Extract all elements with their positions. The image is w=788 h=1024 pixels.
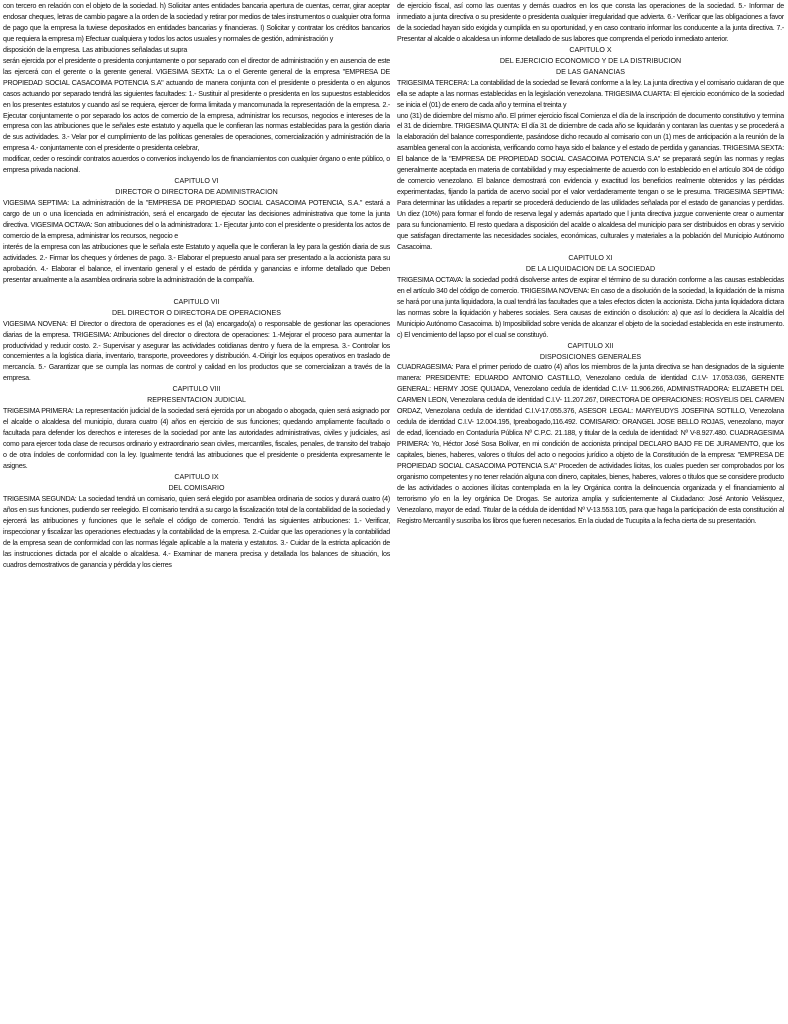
paragraph: TRIGESIMA TERCERA: La contabilidad de la sociedad se llevará conforme a la ley. La junta directiva y el comisario cuidaran de que ella se adapte a las normas establecidas en la legislación venezolana. TRIGESIMA CUARTA: El ejercicio económico de la sociedad se inicia el (01) de enero de cada año y termina el treinta y — [397, 78, 784, 109]
paragraph: de ejercicio fiscal, así como las cuentas y demás cuadros en los que consta las operaciones de la sociedad. 5.- Informar de inmediato a junta directiva o su presidente o presidenta cualquier irregularidad que advierta. 6.- Verificar que las obligaciones a favor de la sociedad hayan sido exigida y cumplida en su oportunidad, y en caso contrario informar los conducente a la junta directiva. 7.- Presentar al alcalde o alcaldesa un informe detallado de sus labores que comprenda el periodo inmediato anterior. — [397, 2, 784, 43]
paragraph: uno (31) de diciembre del mismo año. El primer ejercicio fiscal Comienza el día de la inscripción de documento constitutivo y termina el 31 de diciembre. TRIGESIMA QUINTA: El día 31 de diciembre de cada año se liquidarán y contaran las cuentas y se procederá a la elaboración del balance correspondiente, pasándose dicho recaudo al comisario con un (1) mes de anticipación a la reunión de la asamblea general con la accionista, verificando como haya sido el balance y el estado de perdida y ganancias. TRIGESIMA SEXTA: El balance de la "EMPRESA DE PROPIEDAD SOCIAL CASACOIMA POTENCIA S.A" se preparará según las normas y reglas generalmente aceptada en materia de contabilidad y muy especialmente de acuerdo con lo establecido en el artículo 304 de código de comercio venezolano. El balance demostrará con evidencia y exactitud los beneficios realmente obtenidos y las pérdidas experimentadas, fijando la partida de acervo social por el valor verdaderamente tengan o se le presuma. TRIGESIMA SEPTIMA: Para determinar las utilidades a repartir se procederá deduciendo de las utilidades señalada por el estado de ganancias y perdidas. Un diez (10%) para formar el fondo de reserva legal y además apartado que l junta directiva juzgue conveniente crear o aumentar para su funcionamiento. El resto quedara a disposición del acalde o alcaldesa del municipio para ser distribuidos en obras y servicio que satisfagan directamente las necesidades sociales, económicas, culturales y materiales a la población del Municipio Autónomo Casacoima. — [397, 111, 784, 251]
section-heading: DE LA LIQUIDACION DE LA SOCIEDAD — [525, 264, 656, 273]
section-heading: DEL EJERCICIO ECONOMICO Y DE LA DISTRIBUCION — [499, 56, 682, 65]
paragraph: CUADRAGESIMA: Para el primer periodo de cuatro (4) años los miembros de la junta directiva se han designados de la siguiente manera: PRESIDENTE: EDUARDO ANTONIO CASTILLO, Venezolano cedula de identidad C.I.V- 17.053.036, GERENTE GENERAL: HERMY JOSE QUIJADA, Venezolano cedula de identidad C.I.V- 11.906.266, ADMINISTRADORA: ELIZABETH DEL CARMEN LEON, Venezolana cedula de identidad C.I.V- 11.207.267, DIRECTORA DE OPERACIONES: ROSYELIS DEL CARMEN ORDAZ, Venezolana cedula de identidad C.I.V-17.055.376, ASESOR LEGAL: MARYEUDYS JOSEFINA SOTILLO, Venezolana cedula de identidad C.I.V- 12.004.195, Ipreabogado,116.492. COMISARIO: ORANGEL JOSE BELLO ROJAS, venezolano, mayor de edad, licenciado en Contaduría Pública Nº C.P.C. 21.188, y titular de la cedula de identidad: Nº V-8.927.480. CUADRAGESIMA PRIMERA: Yo, Héctor José Sosa Bolívar, en mi condición de accionista principal DECLARO BAJO FE DE JURAMENTO, que los capitales, bienes, haberes, valores o títulos del acto o negocios jurídico a objeto de la Constitución de la empresa: "EMPRESA DE PROPIEDAD SOCIAL CASACOIMA POTENCIA S.A" Proceden de actividades licitas, los cuales pueden ser comprobados por los organismo competentes y no tener relación alguna con dinero, capitales, bienes, haberes, valores o títulos que se considere producto de las actividades o acciones ilícitas contemplada en la ley Orgánica contra la delincuencia organizada y el financiamiento al terrorismo y/o en la ley orgánica De Drogas. Se autoriza amplia y suficientemente al Ciudadano: José Antonio Velásquez, Venezolano, mayor de edad. Titular de la cédula de identidad Nº V-13.553.105, para que haga la participación de esta constitución al Registro Mercantil y suscriba los libros que fueren necesarios. En la ciudad de Tucupita a la fecha cierta de su presentación. — [397, 363, 784, 525]
paragraph: TRIGESIMA SEGUNDA: La sociedad tendrá un comisario, quien será elegido por asamblea ordinaria de socios y durará cuatro (4) años en sus funciones, pudiendo ser reelegido. El comisario tendrá a su cargo la fiscalización total de la contabilidad de la sociedad y ejercerá las atribuciones y funciones que le señale el código de comercio. Tendrá las siguientes atribuciones: 1.- Verificar, inspeccionar y fiscalizar las operaciones efectuadas y la contabilidad de la empresa. 2.-Cuidar que las operaciones y la contabilidad de la empresa sean de conformidad con las normas légale aplicable a la materia y estatutos. 3.- Cuidar de la estricta aplicación de las instrucciones dictada por el alcalde o alcaldesa. 4.- Examinar de manera precisa y detallada los balances de situación, los cuadros demostrativos de ganancia y pérdida y los cierres — [3, 494, 390, 569]
section-heading: CAPITULO VIII — [172, 385, 221, 394]
section-heading: CAPITULO XI — [568, 253, 613, 262]
section-heading: DISPOSICIONES GENERALES — [539, 352, 642, 361]
paragraph: con tercero en relación con el objeto de la sociedad. h) Solicitar antes entidades bancaria apertura de cuentas, cerrar, girar aceptar endosar cheques, letras de cambio pagare a la orden de la sociedad y retirar por medios de tales instrumentos o cualquier otra forma de pago que la empresa la tuviese depositados en entidades bancarias y financieras. I) Solicitar y contratar los créditos bancarios que requiera la empresa m) Efectuar cualquiera y todos los actos usuales y normales de gestión, administración y — [3, 2, 390, 43]
section-heading: DIRECTOR O DIRECTORA DE ADMINISTRACION — [115, 188, 278, 197]
section-heading: CAPITULO XII — [567, 341, 614, 350]
spacer — [3, 286, 390, 297]
paragraph: TRIGESIMA PRIMERA: La representación judicial de la sociedad será ejercida por un abogado o abogada, quien será asignado por el alcalde o alcaldesa del municipio, durara cuatro (4) años en ejercicio de sus funciones; quedando ampliamente facultado o facultada para defender los derechos e intereses de la sociedad por ante las autoridades administrativas, civiles y judiciales, así como para ejercer toda clase de recursos ordinario y extraordinario sean civiles, mercantiles, fiscales, penales, de transito del trabajo o de otra índoles de conformidad con la ley. Igualmente tendrá las atribuciones que el presidente o presidenta expresamente le asignes. — [3, 407, 390, 471]
paragraph: VIGESIMA NOVENA: El Director o directora de operaciones es el (la) encargado(a) o responsable de gestionar las operaciones diarias de la empresa. TRIGESIMA: Atribuciones del director o directora de operaciones: 1.-Mejorar el proceso para aumentar la productividad y reducir costo. 2.- Supervisar y asegurar las actividades cotidianas dentro y fuera de la empresa. 3.- Controlar los concernientes a la logística diaria, inventario, transporte, proveedores y distribución. 4.-Dirigir los equipos operativos en traslado de mercancía. 5.- Garantizar que se cumpla las normas de control y calidad en los productos que se comercializan a través de la empresa. — [3, 319, 390, 383]
section-heading: CAPITULO VI — [174, 177, 219, 186]
section-heading: CAPITULO VII — [173, 297, 220, 306]
paragraph: disposición de la empresa. Las atribuciones señaladas ut supra — [3, 45, 188, 54]
section-heading: DE LAS GANANCIAS — [556, 67, 625, 76]
paragraph: modificar, ceder o rescindir contratos acuerdos o convenios incluyendo los de financiamientos con cualquier órgano o ente público, o empresa privada nacional. — [3, 155, 390, 175]
section-heading: DEL DIRECTOR O DIRECTORA DE OPERACIONES — [112, 308, 281, 317]
right-column — [397, 1, 784, 1024]
left-column — [3, 1, 390, 1024]
section-heading: DEL COMISARIO — [168, 483, 225, 492]
paragraph: interés de la empresa con las atribuciones que le señala este Estatuto y aquella que le confieran la ley para la gestión diaria de sus actividades. 2.- Firmar los cheques y órdenes de pago. 3.- Elaborar el prepuesto anual para ser presentado a la accionista para su aprobación. 4.- Elaborar el balance, el inventario general y el estado de pérdida y ganancias e informe detallado que Deben presentar anualmente a la asamblea ordinaria sobre la administración de la compañía. — [3, 242, 390, 284]
paragraph: TRIGESIMA OCTAVA: la sociedad podrá disolverse antes de expirar el término de su duración conforme a las causas establecidas en el artículo 340 del código de comercio. TRIGESIMA NOVENA: En caso de a disolución de la sociedad, la liquidación de la misma se hará por una junta liquidadora, la cual tendrá las facultades que a tales efectos dicten la accionista. Dicha junta liquidadora dictara las normas sobre la liquidación y haberes sociales. Sera causas de extinción o disolución: a) que así lo decidiera la Alcaldía del Municipio Autónomo Casacoima. b) Imposibilidad sobre venida de alcanzar el objeto de la sociedad establecida en este instrumento. c) El vencimiento del lapso por el cual se constituyó. — [397, 275, 784, 339]
section-heading: REPRESENTACION JUDICIAL — [147, 396, 246, 405]
paragraph: serán ejercida por el presidente o presidenta conjuntamente o por separado con el director de administración y en ausencia de este las ejercerá con el gerente o la gerente general. VIGESIMA SEXTA: La o el Gerente general de la empresa "EMPRESA DE PROPIEDAD SOCIAL CASACOIMA POTENCIA S.A" actuando de manera conjunta con el presidente o presidenta o en algunos casos actuando por separado tendrá las siguientes facultades: 1.- Sustituir al presidente o presidenta en los supuestos establecidos en los presentes estatutos y cuando así se requiera, ejercer de forma limitada y mancomunada la representación de la empresa. 2.- Ejecutar conjuntamente o por separado los actos de comercio de la empresa, administrar los recursos, negocios e intereses de la empresa con las atribuciones que le señales este estatuto y aquella que le confieran las normas establecidas para la gestión diaria de sus actividades. 3.- Velar por el cumplimiento de las políticas generales de operaciones, comercialización y administración de la empresa 4.- conjuntamente con el presidente o presidenta celebrar, — [3, 56, 390, 153]
section-heading: CAPITULO X — [569, 45, 612, 54]
section-heading: CAPITULO IX — [174, 472, 219, 481]
paragraph: VIGESIMA SEPTIMA: La administración de la "EMPRESA DE PROPIEDAD SOCIAL CASACOIMA POTENCIA, S.A." estará a cargo de un o una licenciada en administración, será el encargado de ejecutar las decisiones administrativa que tome la junta directiva. VIGESIMA OCTAVA: Son atribuciones del o la administradora: 1.- Ejecutar junto con el presidente o presidenta los actos de comercio de la empresa, administrar los recursos, negocio e — [3, 199, 390, 241]
